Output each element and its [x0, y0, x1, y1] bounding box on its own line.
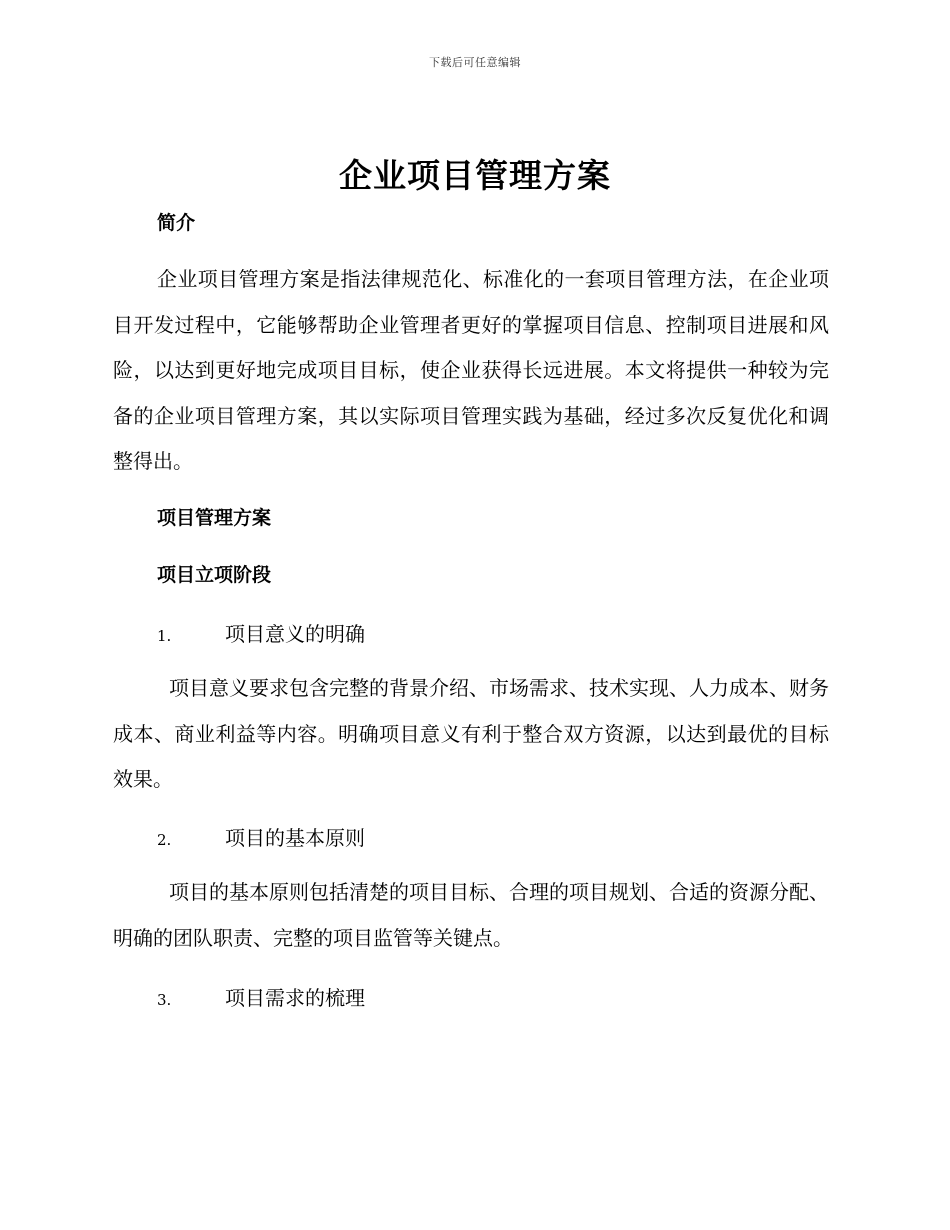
phase-heading: 项目立项阶段	[157, 564, 272, 586]
intro-heading: 简介	[157, 212, 196, 234]
intro-paragraph: 企业项目管理方案是指法律规范化、标准化的一套项目管理方法，在企业项目开发过程中，它能够帮助企业管理者更好的掌握项目信息、控制项目进展和风险，以达到更好地完成项目目标，使企业获得长远进展。本文将提供一种较为完备的企业项目管理方案，其以实际项目管理实践为基础，经过多次反复优化和调整得出。	[113, 267, 829, 473]
list-item-2	[157, 822, 365, 851]
item-1-paragraph: 项目意义要求包含完整的背景介绍、市场需求、技术实现、人力成本、财务成本、商业利益等内容。明确项目意义有利于整合双方资源，以达到最优的目标效果。	[113, 676, 829, 791]
item-2-paragraph: 项目的基本原则包括清楚的项目目标、合理的项目规划、合适的资源分配、明确的团队职责、完整的项目监管等关键点。	[113, 880, 829, 950]
list-item-1	[157, 618, 365, 647]
document-title: 企业项目管理方案	[339, 156, 611, 195]
list-item-3	[157, 982, 365, 1011]
list-item-title: 项目意义的明确	[225, 622, 365, 646]
list-item-title: 项目需求的梳理	[225, 986, 365, 1010]
list-item-title: 项目的基本原则	[225, 826, 365, 850]
header-note: 下载后可任意编辑	[429, 56, 521, 69]
list-number: 3.	[157, 991, 172, 1009]
list-number: 1.	[157, 627, 172, 645]
list-number: 2.	[157, 831, 172, 849]
plan-heading: 项目管理方案	[157, 507, 272, 529]
